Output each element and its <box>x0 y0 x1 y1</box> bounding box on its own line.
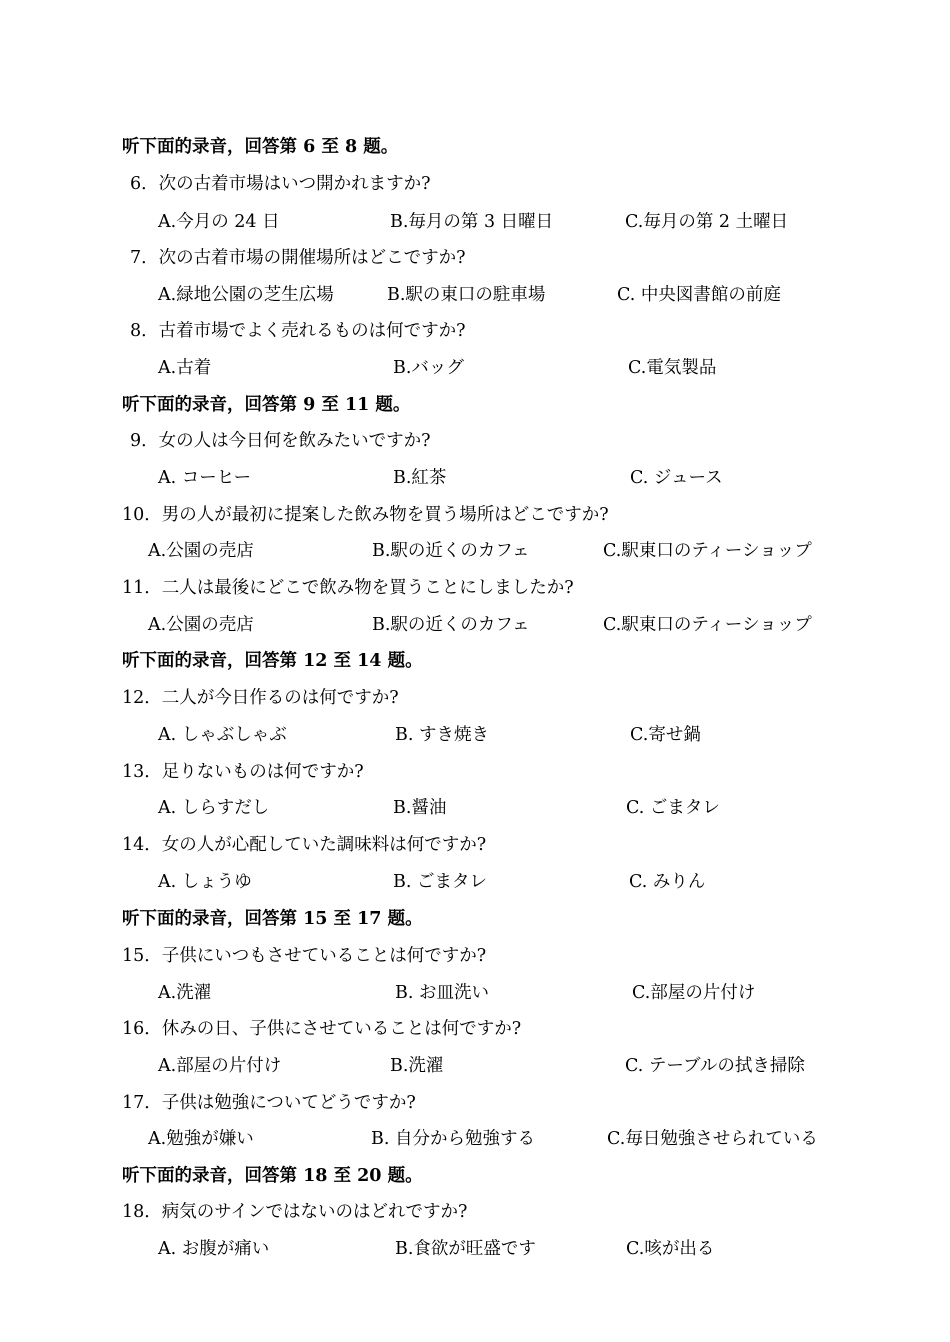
section-header: 听下面的录音，回答第 18 至 20 题。 <box>122 1166 423 1186</box>
option-c: C. テーブルの拭き掃除 <box>625 1056 805 1076</box>
option-b: B.醤油 <box>393 798 447 818</box>
option-a: A.勉強が嫌い <box>148 1129 254 1149</box>
option-b: B. 自分から勉強する <box>371 1129 535 1149</box>
option-c: C. 中央図書館の前庭 <box>617 285 781 305</box>
question <box>122 837 486 855</box>
question-number: 9． <box>130 431 159 451</box>
question-text: 病気のサインではないのはどれですか? <box>161 1202 468 1222</box>
option-b: B.バッグ <box>393 358 464 378</box>
section-header: 听下面的录音，回答第 15 至 17 题。 <box>122 909 423 929</box>
option-b: B. すき焼き <box>395 725 489 745</box>
question <box>122 948 486 966</box>
question <box>122 690 399 708</box>
question-number: 14． <box>122 835 162 855</box>
option-a: A.公園の売店 <box>148 541 254 561</box>
option-a: A. しょうゆ <box>158 872 252 892</box>
question-text: 休みの日、子供にさせていることは何ですか? <box>161 1019 522 1039</box>
question-text: 子供は勉強についてどうですか? <box>161 1093 416 1113</box>
option-c: C.毎月の第 2 土曜日 <box>625 212 789 232</box>
option-a: A.古着 <box>158 358 212 378</box>
question-text: 次の古着市場はいつ開かれますか? <box>158 174 431 194</box>
question-number: 11． <box>122 578 162 598</box>
question <box>122 1095 416 1113</box>
question-number: 13． <box>122 762 162 782</box>
option-b: B.紅茶 <box>393 468 447 488</box>
question-number: 16． <box>122 1019 162 1039</box>
question-text: 足りないものは何ですか? <box>161 762 364 782</box>
question-number: 12． <box>122 688 162 708</box>
question-text: 二人が今日作るのは何ですか? <box>161 688 399 708</box>
question <box>130 433 431 451</box>
option-c: C. みりん <box>629 872 706 892</box>
question-text: 男の人が最初に提案した飲み物を買う場所はどこですか? <box>161 505 609 525</box>
option-a: A. お腹が痛い <box>158 1239 270 1259</box>
question <box>122 507 609 525</box>
option-b: B.毎月の第 3 日曜日 <box>390 212 554 232</box>
question-number: 15． <box>122 946 162 966</box>
option-c: C.駅東口のティーショップ <box>603 615 812 635</box>
question-number: 10． <box>122 505 162 525</box>
option-a: A. コーヒー <box>158 468 252 488</box>
option-c: C. ジュース <box>630 468 723 488</box>
question <box>122 764 364 782</box>
question-text: 女の人は今日何を飲みたいですか? <box>158 431 431 451</box>
option-c: C.咳が出る <box>626 1239 715 1259</box>
option-c: C.寄せ鍋 <box>630 725 701 745</box>
question <box>130 250 466 268</box>
question-number: 6． <box>130 174 159 194</box>
option-b: B.洗濯 <box>390 1056 444 1076</box>
section-header: 听下面的录音，回答第 9 至 11 题。 <box>122 395 411 415</box>
question <box>130 176 431 194</box>
question-number: 7． <box>130 248 159 268</box>
question-number: 17． <box>122 1093 162 1113</box>
option-a: A. しゃぶしゃぶ <box>158 725 287 745</box>
option-c: C.毎日勉強させられている <box>607 1129 818 1149</box>
option-a: A.洗濯 <box>158 983 212 1003</box>
option-a: A. しらすだし <box>158 798 270 818</box>
question-text: 二人は最後にどこで飲み物を買うことにしましたか? <box>161 578 574 598</box>
question <box>130 323 466 341</box>
option-a: A.今月の 24 日 <box>158 212 280 232</box>
section-header: 听下面的录音，回答第 12 至 14 题。 <box>122 651 423 671</box>
section-header: 听下面的录音，回答第 6 至 8 题。 <box>122 137 399 157</box>
question <box>122 580 574 598</box>
question-text: 古着市場でよく売れるものは何ですか? <box>158 321 466 341</box>
option-b: B. ごまタレ <box>393 872 487 892</box>
option-b: B.駅の近くのカフェ <box>372 615 530 635</box>
option-a: A.公園の売店 <box>148 615 254 635</box>
question-text: 子供にいつもさせていることは何ですか? <box>161 946 487 966</box>
option-b: B.駅の近くのカフェ <box>372 541 530 561</box>
question-text: 女の人が心配していた調味料は何ですか? <box>161 835 487 855</box>
question-text: 次の古着市場の開催場所はどこですか? <box>158 248 466 268</box>
option-b: B. お皿洗い <box>395 983 489 1003</box>
option-b: B.駅の東口の駐車場 <box>387 285 546 305</box>
option-c: C.駅東口のティーショップ <box>603 541 812 561</box>
option-a: A.緑地公園の芝生広場 <box>158 285 334 305</box>
question-number: 8． <box>130 321 159 341</box>
option-c: C.電気製品 <box>628 358 717 378</box>
question <box>122 1204 467 1222</box>
option-b: B.食欲が旺盛です <box>395 1239 536 1259</box>
option-c: C.部屋の片付け <box>632 983 756 1003</box>
option-a: A.部屋の片付け <box>158 1056 282 1076</box>
question <box>122 1021 521 1039</box>
question-number: 18． <box>122 1202 162 1222</box>
option-c: C. ごまタレ <box>626 798 720 818</box>
